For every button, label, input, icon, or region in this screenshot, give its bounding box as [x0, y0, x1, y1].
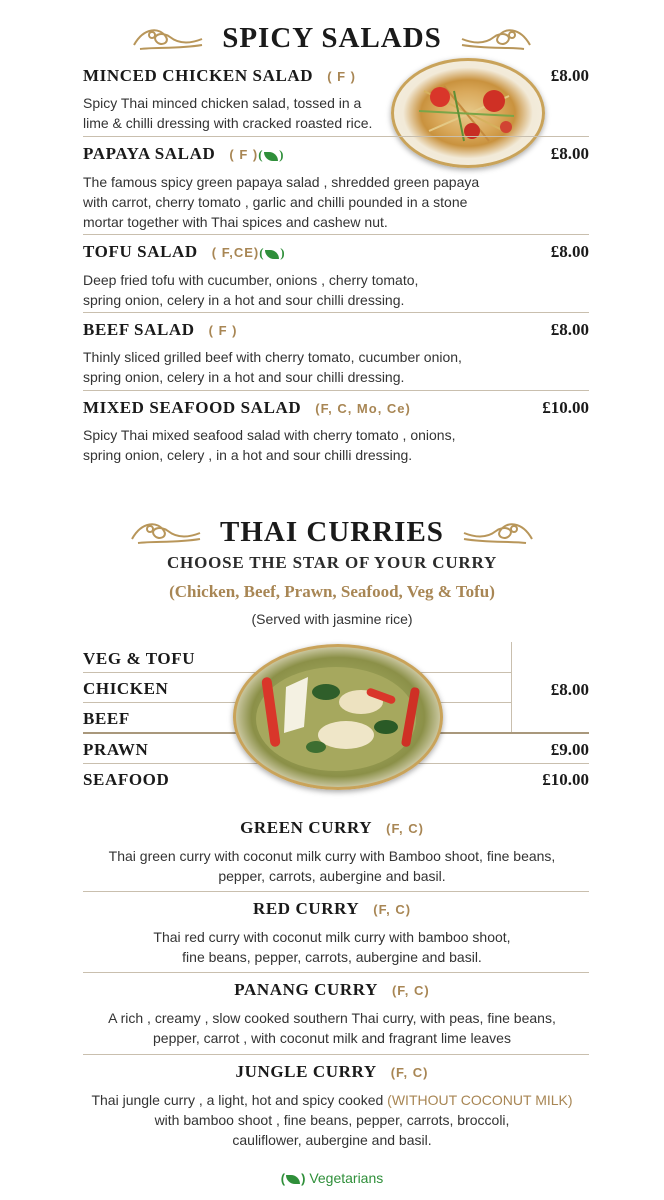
curry-description: Thai green curry with coconut milk curry with Bamboo shoot, fine beans, pepper, carrots, aubergine and basil. [108, 848, 556, 884]
curry-title-row [0, 899, 664, 919]
divider [83, 891, 589, 892]
vegetarian-legend [0, 1170, 664, 1186]
salad-price: £8.00 [550, 242, 589, 261]
salad-item-name: PAPAYA SALAD ( F )( ) [83, 144, 285, 163]
salad-price: £10.00 [542, 398, 589, 417]
right-ornament-icon [458, 23, 534, 53]
allergen-label: (F, C) [391, 983, 430, 998]
salad-price: £8.00 [550, 320, 589, 339]
salad-description: Spicy Thai mixed seafood salad with cherry tomato , onions, spring onion, celery , in a hot and sour chilli dressing. [83, 427, 456, 463]
curry-description: Thai red curry with coconut milk curry with bamboo shoot, fine beans, pepper, carrots, aubergine and basil. [153, 929, 511, 965]
papaya-salad-image [391, 58, 545, 168]
left-ornament-icon [128, 517, 204, 547]
divider [83, 390, 589, 391]
served-note: (Served with jasmine rice) [251, 611, 413, 627]
allergen-label: ( F,CE) [211, 245, 260, 260]
leaf-icon [265, 250, 279, 259]
highlight-note: (WITHOUT COCONUT MILK) [387, 1092, 573, 1108]
protein-chicken: CHICKEN [83, 679, 169, 698]
protein-beef: BEEF [83, 709, 130, 728]
price-column-divider [511, 642, 512, 732]
leaf-icon [286, 1175, 300, 1184]
salad-item-name: TOFU SALAD ( F,CE)( ) [83, 242, 286, 261]
green-curry-image [233, 644, 443, 790]
salad-item-name: MIXED SEAFOOD SALAD (F, C, Mo, Ce) [83, 398, 411, 417]
curry-name: JUNGLE CURRY [235, 1062, 377, 1081]
salad-price: £8.00 [550, 144, 589, 163]
veg-badge: ( ) [259, 245, 286, 260]
leaf-icon [264, 152, 278, 161]
curry-name: PANANG CURRY [234, 980, 378, 999]
protein-prawn: PRAWN [83, 740, 149, 759]
salad-description: Deep fried tofu with cucumber, onions , cherry tomato, spring onion, celery in a hot and sour chilli dressing. [83, 272, 419, 308]
divider [83, 972, 589, 973]
salad-description: The famous spicy green papaya salad , shredded green papaya with carrot, cherry tomato , garlic and chilli pounded in a stone mortar together with Thai spices and cashew nut. [83, 174, 480, 230]
curry-description: A rich , creamy , slow cooked southern Thai curry, with peas, fine beans, pepper, carrot , with coconut milk and fragrant lime leaves [108, 1010, 556, 1046]
veg-badge: ( ) [280, 1171, 306, 1186]
curry-options: (Chicken, Beef, Prawn, Seafood, Veg & Tofu) [169, 582, 495, 601]
salad-item-name: MINCED CHICKEN SALAD ( F ) [83, 66, 357, 85]
curry-title-row [0, 1062, 664, 1082]
curry-title-row [0, 818, 664, 838]
divider [83, 312, 589, 313]
right-ornament-icon [460, 517, 536, 547]
allergen-label: (F, C) [386, 821, 424, 836]
salads-heading: SPICY SALADS [222, 21, 442, 54]
curries-heading-row [0, 514, 664, 549]
price-seafood: £10.00 [542, 770, 589, 789]
allergen-label: ( F ) [229, 147, 259, 162]
curry-description: Thai jungle curry , a light, hot and spicy cooked (WITHOUT COCONUT MILK) with bamboo shoot , fine beans, pepper, carrots, broccoli, cauliflower, aubergine and basil. [91, 1092, 573, 1148]
divider [83, 234, 589, 235]
salads-heading-row [0, 20, 664, 55]
curry-name: RED CURRY [252, 899, 360, 918]
salad-description: Spicy Thai minced chicken salad, tossed in a lime & chilli dressing with cracked roasted rice. [83, 95, 373, 131]
allergen-label: (F, C, Mo, Ce) [315, 401, 411, 416]
divider [83, 136, 589, 137]
curries-heading: THAI CURRIES [220, 515, 444, 548]
curry-subheading: CHOOSE THE STAR OF YOUR CURRY [166, 553, 498, 572]
allergen-label: ( F ) [208, 323, 238, 338]
curry-name: GREEN CURRY [240, 818, 373, 837]
salad-description: Thinly sliced grilled beef with cherry tomato, cucumber onion, spring onion, celery in a hot and sour chilli dressing. [83, 349, 462, 385]
veg-badge: ( ) [258, 147, 285, 162]
price-prawn: £9.00 [550, 740, 589, 759]
salad-item-name: BEEF SALAD ( F ) [83, 320, 238, 339]
salad-price: £8.00 [550, 66, 589, 85]
protein-seafood: SEAFOOD [83, 770, 170, 789]
allergen-label: (F, C) [390, 1065, 429, 1080]
legend-label: Vegetarians [309, 1170, 384, 1186]
protein-veg-tofu: VEG & TOFU [83, 649, 196, 668]
divider [83, 1054, 589, 1055]
allergen-label: (F, C) [373, 902, 412, 917]
price-base: £8.00 [550, 680, 589, 699]
allergen-label: ( F ) [327, 69, 357, 84]
left-ornament-icon [130, 23, 206, 53]
curry-title-row [0, 980, 664, 1000]
